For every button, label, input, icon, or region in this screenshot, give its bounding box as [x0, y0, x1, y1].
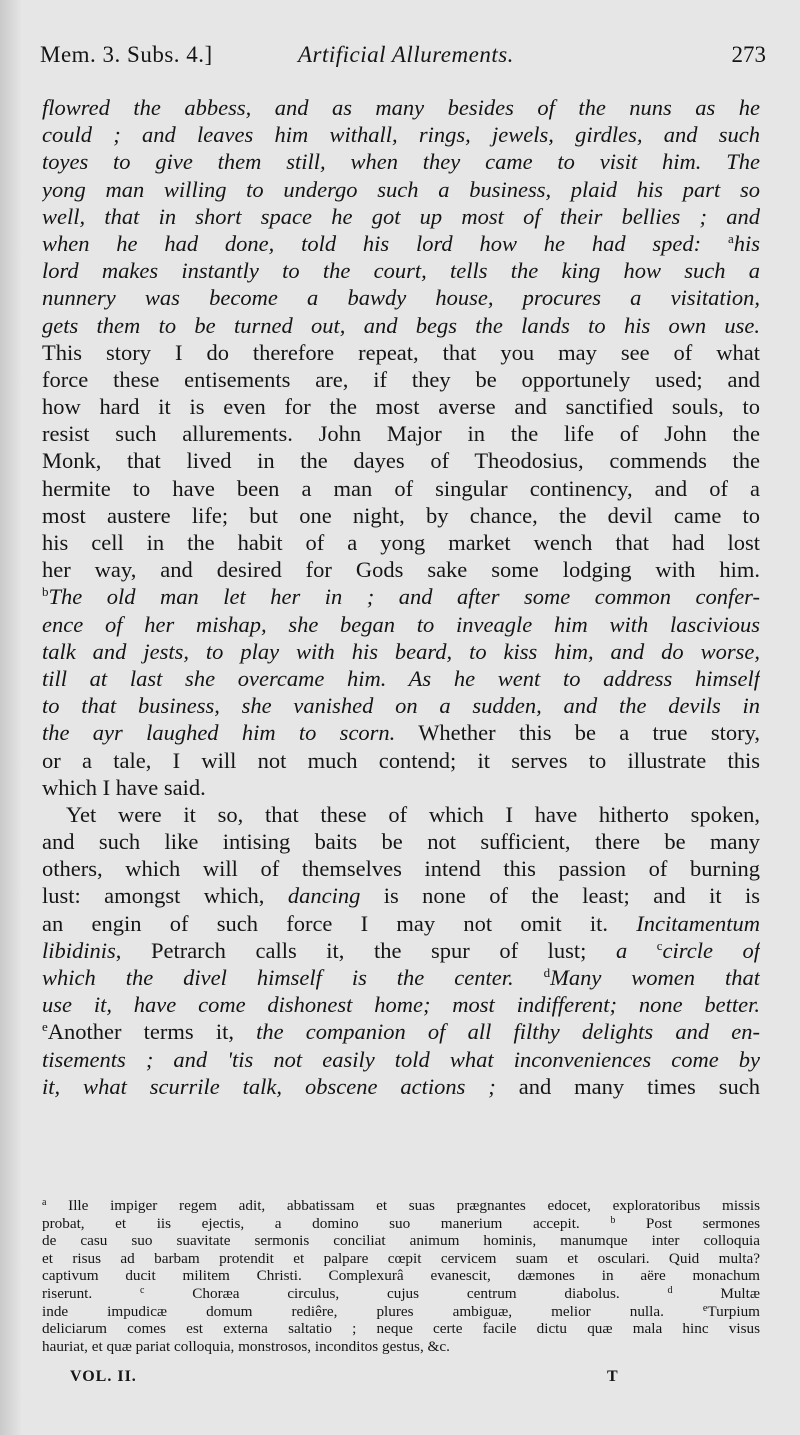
text-run: an engin of such force I may not omit it.	[42, 910, 637, 936]
footnote-marker: d	[667, 1284, 673, 1296]
volume-label: VOL. II.	[70, 1368, 137, 1385]
text-run: how hard it is even for the most averse and sanctified souls, to	[42, 394, 760, 420]
text-line	[42, 1018, 760, 1045]
text-line	[42, 991, 760, 1018]
text-line	[42, 964, 760, 991]
text-run: hauriat, et quæ pariat colloquia, monstrosos, inconditos gestus, &c.	[42, 1337, 450, 1355]
text-run: Monk, that lived in the dayes of Theodosius, commends the	[42, 448, 760, 474]
footnote-line	[42, 1320, 760, 1338]
text-line	[42, 475, 760, 502]
text-run: when he had done, told his lord how he had sped:	[42, 230, 728, 256]
text-run: riserunt.	[42, 1284, 140, 1302]
text-run: inde impudicæ domum rediêre, plures ambiguæ, melior nulla.	[42, 1302, 703, 1320]
text-line	[42, 855, 760, 882]
body-text	[42, 94, 760, 1100]
text-run: Another terms it,	[47, 1019, 257, 1045]
text-run: the companion of all filthy delights and en-	[256, 1019, 760, 1045]
footnote-line	[42, 1250, 760, 1268]
text-run: the ayr laughed him to scorn.	[42, 720, 396, 746]
text-line	[42, 1073, 760, 1100]
text-run: gets them to be turned out, and begs the lands to his own use.	[42, 312, 760, 338]
text-run: use it, have come dishonest home; most indifferent; none better.	[42, 992, 760, 1018]
text-line	[42, 556, 760, 583]
text-run: lust: amongst which,	[42, 883, 288, 909]
text-run: it, what scurrile talk, obscene actions ;	[42, 1073, 496, 1099]
text-run: resist such allurements. John Major in the life of John the	[42, 421, 760, 447]
text-line	[42, 502, 760, 529]
text-line	[42, 284, 760, 311]
running-header	[36, 38, 766, 78]
footnote-marker: b	[610, 1214, 616, 1226]
text-line	[42, 94, 760, 121]
text-line	[42, 420, 760, 447]
text-run: tisements ; and 'tis not easily told what inconveniences come by	[42, 1046, 760, 1072]
text-run: libidinis	[42, 937, 116, 963]
text-run: to that business, she vanished on a sudden, and the devils in	[42, 693, 760, 719]
text-line	[42, 257, 760, 284]
text-run: and many times such	[495, 1073, 760, 1099]
running-title: Artificial Allurements.	[298, 42, 514, 67]
text-run: The old man let her in ; and after some common confer-	[48, 584, 760, 610]
text-line	[42, 937, 760, 964]
text-line	[42, 774, 760, 801]
page-number: 273	[731, 42, 766, 67]
text-run: and such like intising baits be not sufficient, there be many	[42, 829, 760, 855]
text-run: , Petrarch calls it, the spur of lust;	[115, 937, 616, 963]
text-run: deliciarum comes est externa saltatio ; neque certe facile dictu quæ mala hinc visus	[42, 1320, 760, 1338]
text-run: talk and jests, to play with his beard, to kiss him, and do worse,	[42, 638, 760, 664]
text-line	[42, 801, 760, 828]
text-line	[42, 719, 760, 746]
text-run: force these entisements are, if they be opportunely used; and	[42, 366, 760, 392]
text-run: Turpium	[707, 1302, 760, 1320]
text-run: Multæ	[672, 1284, 760, 1302]
text-run: others, which will of themselves intend this passion of burning	[42, 856, 760, 882]
signature-mark: T	[607, 1368, 619, 1385]
text-line	[42, 910, 760, 937]
text-run: Post sermones	[615, 1214, 760, 1232]
text-run: till at last she overcame him. As he went to address himself	[42, 665, 760, 691]
text-line	[42, 1046, 760, 1073]
text-run: Choræa circulus, cujus centrum diabolus.	[144, 1284, 668, 1302]
footnote-marker: c	[140, 1284, 145, 1296]
text-line	[42, 339, 760, 366]
text-run: yong man willing to undergo such a business, plaid his part so	[42, 176, 760, 202]
text-run: Ille impiger regem adit, abbatissam et suas prægnantes edocet, exploratoribus missis	[46, 1197, 760, 1214]
text-line	[42, 747, 760, 774]
text-line	[42, 447, 760, 474]
text-line	[42, 148, 760, 175]
text-run: or a tale, I will not much contend; it serves to illustrate this	[42, 747, 760, 773]
text-line	[42, 692, 760, 719]
footnote-line	[42, 1303, 760, 1321]
text-line	[42, 230, 760, 257]
footnote-line	[42, 1232, 760, 1250]
text-run: Whether this be a true story,	[395, 720, 760, 746]
text-run: is none of the least; and it is	[360, 883, 760, 909]
text-line	[42, 638, 760, 665]
text-run: flowred the abbess, and as many besides of the nuns as he	[42, 95, 760, 120]
text-run: hermite to have been a man of singular continency, and of a	[42, 475, 760, 501]
text-line	[42, 312, 760, 339]
text-line	[42, 366, 760, 393]
text-run: nunnery was become a bawdy house, procures a visitation,	[42, 285, 760, 311]
footnote-marker: c	[656, 937, 663, 953]
text-run: toyes to give them still, when they came to visit him.	[42, 149, 702, 175]
text-line	[42, 203, 760, 230]
text-run: Yet were it so, that these of which I have hitherto spoken,	[66, 801, 760, 827]
text-run: could ; and leaves him withall, rings, jewels, girdles, and such	[42, 122, 760, 148]
footnote-line	[42, 1215, 760, 1233]
text-run: his	[733, 230, 760, 256]
page-gutter-shadow	[0, 0, 22, 1435]
text-run: ence of her mishap, she began to inveagle him with lascivious	[42, 611, 760, 637]
text-run: The	[701, 149, 760, 175]
text-line	[42, 393, 760, 420]
footnote-marker: b	[42, 584, 49, 600]
text-run: her way, and desired for Gods sake some lodging with him.	[42, 557, 760, 583]
text-run: Many women that	[550, 965, 760, 990]
page-footer	[42, 1368, 760, 1390]
section-reference: Mem. 3. Subs. 4.]	[40, 42, 213, 67]
text-line	[42, 882, 760, 909]
text-line	[42, 665, 760, 692]
text-run: This story I do therefore repeat, that you may see of what	[42, 339, 760, 365]
text-run: which the divel himself is the center.	[42, 965, 544, 990]
footnote-marker: a	[42, 1197, 47, 1208]
footnote-line	[42, 1338, 760, 1356]
text-run: circle of	[662, 937, 760, 963]
text-line	[42, 529, 760, 556]
text-run: de casu suo suavitate sermonis conciliat animum hominis, manumque inter colloquia	[42, 1232, 760, 1250]
footnote-marker: d	[543, 965, 551, 980]
text-line	[42, 121, 760, 148]
text-line	[42, 583, 760, 610]
footnote-line	[42, 1285, 760, 1303]
text-run: et risus ad barbam protendit et palpare cœpit cervicem suam et osculari. Quid multa?	[42, 1249, 760, 1267]
text-run: Incitamentum	[636, 910, 760, 936]
text-run: his cell in the habit of a yong market wench that had lost	[42, 530, 760, 555]
footnote-marker: a	[727, 230, 734, 246]
text-line	[42, 828, 760, 855]
footnotes	[42, 1197, 760, 1355]
footnote-line	[42, 1267, 760, 1285]
footnote-marker: e	[42, 1019, 48, 1035]
text-run: lord makes instantly to the court, tells the king how such a	[42, 258, 760, 284]
text-run: captivum ducit militem Christi. Complexurâ evanescit, dæmones in aëre monachum	[42, 1267, 760, 1285]
text-run: probat, et iis ejectis, a domino suo manerium accepit.	[42, 1214, 611, 1232]
text-line	[42, 611, 760, 638]
footnote-line	[42, 1197, 760, 1215]
text-line	[42, 176, 760, 203]
text-run: dancing	[287, 883, 361, 909]
text-run: which I have said.	[42, 774, 206, 800]
footnote-marker: e	[702, 1302, 708, 1314]
text-run: well, that in short space he got up most of their bellies ; and	[42, 203, 760, 229]
text-run: most austere life; but one night, by chance, the devil came to	[42, 502, 760, 528]
text-run: a	[615, 937, 657, 963]
